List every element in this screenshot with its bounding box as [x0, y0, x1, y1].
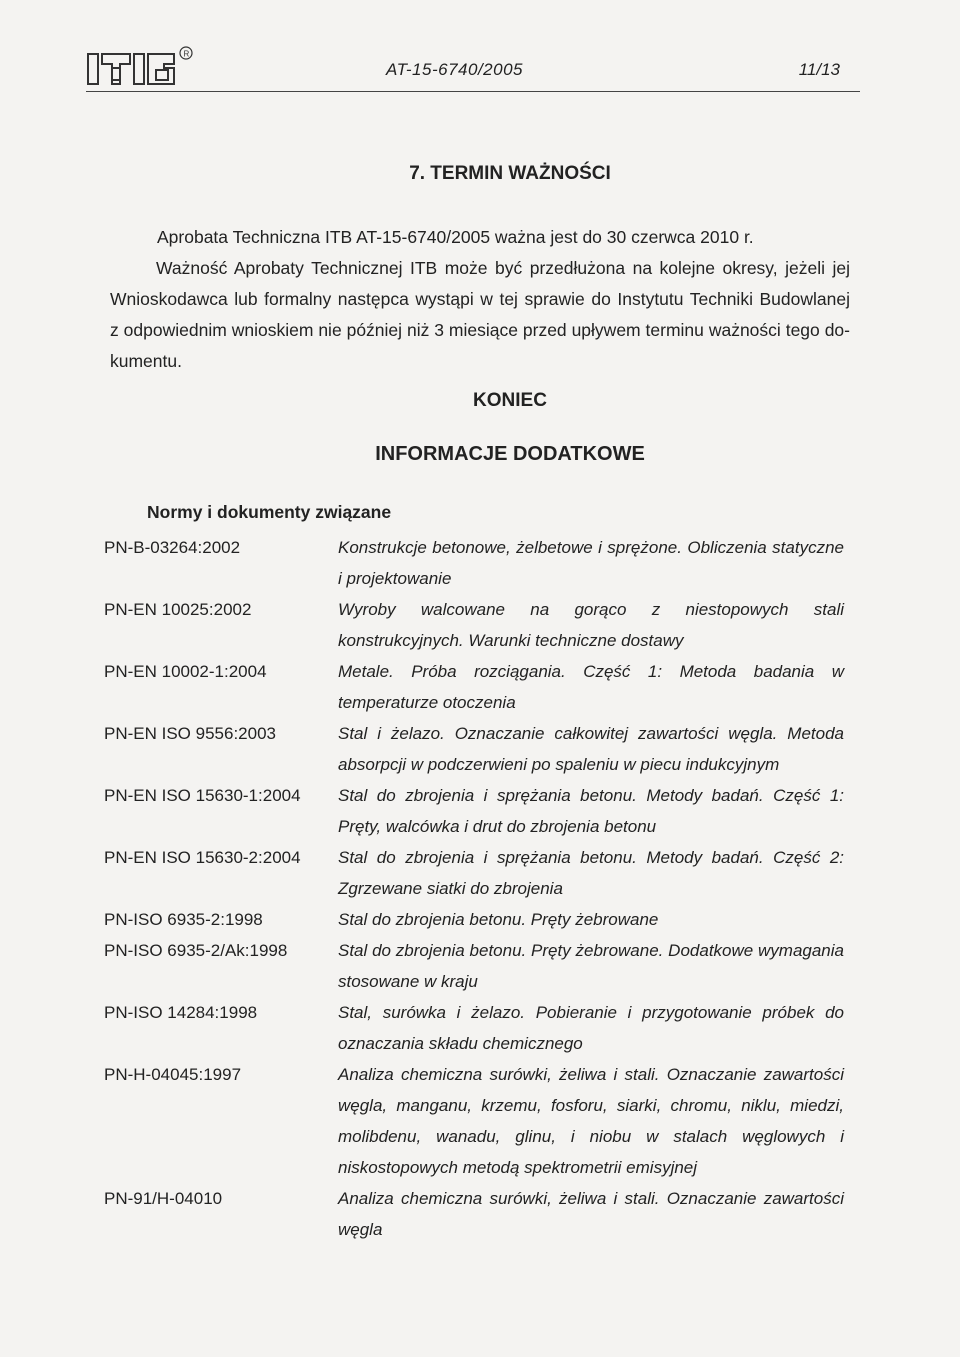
norm-row	[104, 718, 844, 780]
header-divider	[86, 91, 860, 92]
norm-row	[104, 1059, 844, 1183]
norm-code: PN-B-03264:2002	[104, 538, 241, 557]
norm-row	[104, 532, 844, 594]
paragraph-line: Wnioskodawca lub formalny następca wystąpi w tej sprawie do Instytutu Techniki Budowlanej	[110, 289, 850, 309]
norm-code: PN-EN ISO 9556:2003	[104, 724, 276, 743]
paragraph-line: kumentu.	[110, 351, 182, 371]
norm-description: Analiza chemiczna surówki, żeliwa i stali. Oznaczanie zawartości węgla	[338, 1189, 844, 1239]
section-title-validity: 7. TERMIN WAŻNOŚCI	[409, 163, 611, 184]
paragraph-line: z odpowiednim wnioskiem nie później niż 3 miesiące przed upływem terminu ważności tego do-	[110, 320, 850, 340]
norm-row	[104, 997, 844, 1059]
norms-heading: Normy i dokumenty związane	[147, 502, 392, 522]
norm-code: PN-91/H-04010	[104, 1189, 223, 1208]
norm-code: PN-H-04045:1997	[104, 1065, 242, 1084]
norm-code: PN-ISO 6935-2/Ak:1998	[104, 941, 288, 960]
norm-row	[104, 1183, 844, 1245]
end-label: KONIEC	[473, 390, 547, 411]
norm-description: Stal, surówka i żelazo. Pobieranie i przygotowanie próbek do oznaczania składu chemicznego	[338, 1003, 844, 1053]
norm-row	[104, 842, 844, 904]
norm-code: PN-EN ISO 15630-1:2004	[104, 786, 301, 805]
validity-statement: Aprobata Techniczna ITB AT-15-6740/2005 ważna jest do 30 czerwca 2010 r.	[157, 227, 754, 247]
svg-text:R: R	[183, 49, 190, 59]
norm-description: Stal i żelazo. Oznaczanie całkowitej zawartości węgla. Metoda absorpcji w podczerwieni po spaleniu w piecu indukcyjnym	[338, 724, 844, 774]
norm-code: PN-ISO 6935-2:1998	[104, 910, 263, 929]
norm-row	[104, 935, 844, 997]
page-number: 11/13	[798, 60, 840, 79]
norm-description: Stal do zbrojenia i sprężania betonu. Metody badań. Część 1: Pręty, walcówka i drut do zbrojenia betonu	[338, 786, 844, 836]
document-number: AT-15-6740/2005	[386, 60, 523, 79]
itb-logo	[86, 44, 196, 86]
norm-description: Stal do zbrojenia i sprężania betonu. Metody badań. Część 2: Zgrzewane siatki do zbrojenia	[338, 848, 844, 898]
norm-row	[104, 594, 844, 656]
norm-code: PN-EN ISO 15630-2:2004	[104, 848, 301, 867]
extension-paragraph	[110, 253, 850, 377]
norm-code: PN-ISO 14284:1998	[104, 1003, 258, 1022]
norm-row	[104, 904, 844, 935]
norm-description: Stal do zbrojenia betonu. Pręty żebrowane	[338, 910, 659, 929]
norm-description: Konstrukcje betonowe, żelbetowe i sprężone. Obliczenia statyczne i projektowanie	[338, 538, 844, 588]
norm-row	[104, 780, 844, 842]
norm-description: Stal do zbrojenia betonu. Pręty żebrowane. Dodatkowe wymagania stosowane w kraju	[338, 941, 844, 991]
page-header	[86, 40, 860, 92]
norm-description: Analiza chemiczna surówki, żeliwa i stali. Oznaczanie zawartości węgla, manganu, krzemu, fosforu, siarki, chromu, niklu, miedzi, molibdenu, wanadu, glinu, i niobu w stalach węglowych i niskostopowych metodą spektrometrii emisyjnej	[338, 1065, 844, 1177]
norm-description: Metale. Próba rozciągania. Część 1: Metoda badania w temperaturze otoczenia	[338, 662, 844, 712]
norm-code: PN-EN 10025:2002	[104, 600, 252, 619]
norm-description: Wyroby walcowane na gorąco z niestopowych stali konstrukcyjnych. Warunki techniczne dostawy	[338, 600, 844, 650]
paragraph-line: Ważność Aprobaty Technicznej ITB może być przedłużona na kolejne okresy, jeżeli jej	[156, 258, 850, 278]
additional-info-title: INFORMACJE DODATKOWE	[375, 443, 645, 465]
norms-list	[104, 532, 844, 1245]
norm-code: PN-EN 10002-1:2004	[104, 662, 267, 681]
norm-row	[104, 656, 844, 718]
